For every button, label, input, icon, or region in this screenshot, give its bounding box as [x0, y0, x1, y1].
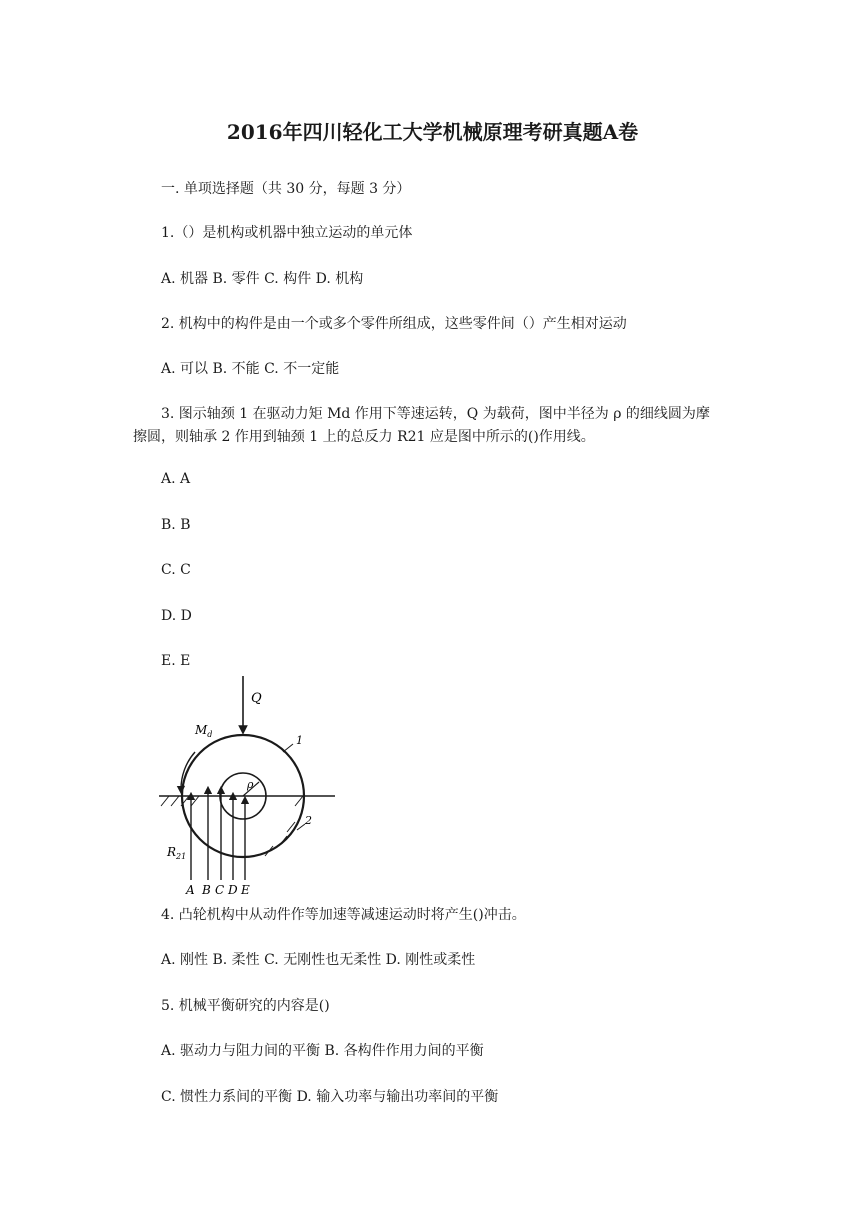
question-3-option-b: B. B: [161, 517, 191, 533]
force-label-b: B: [202, 883, 211, 897]
question-3-option-c: C. C: [161, 562, 191, 578]
reaction-r21-label: $R_{21}$: [167, 845, 187, 861]
force-label-e: E: [241, 883, 250, 897]
question-4-options: A. 刚性 B. 柔性 C. 无刚性也无柔性 D. 刚性或柔性: [161, 952, 476, 968]
moment-md-label: $M_d$: [195, 723, 213, 739]
question-3-stem-line2: 擦圆，则轴承 2 作用到轴颈 1 上的总反力 R21 应是图中所示的()作用线。: [133, 429, 595, 445]
question-1-stem: 1.（）是机构或机器中独立运动的单元体: [161, 225, 413, 241]
page-title: 2016年四川轻化工大学机械原理考研真题A卷: [226, 120, 639, 144]
question-3-option-d: D. D: [161, 608, 192, 624]
question-5-stem: 5. 机械平衡研究的内容是(): [161, 998, 330, 1014]
load-q-label: Q: [251, 691, 262, 706]
force-label-c: C: [215, 883, 225, 897]
question-2-options: A. 可以 B. 不能 C. 不一定能: [161, 361, 340, 377]
rho-label: ρ: [247, 778, 254, 791]
section-heading: 一. 单项选择题（共 30 分，每题 3 分）: [161, 181, 411, 197]
journal-label-1: 1: [296, 734, 303, 747]
question-3-option-e: E. E: [161, 653, 191, 669]
question-1-options: A. 机器 B. 零件 C. 构件 D. 机构: [161, 271, 364, 287]
bearing-hatching: [161, 796, 303, 856]
question-3-stem-line1: 3. 图示轴颈 1 在驱动力矩 Md 作用下等速运转，Q 为载荷，图中半径为 ρ 的细线圆为摩: [161, 406, 710, 422]
question-3-option-a: A. A: [161, 471, 191, 487]
question-5-options-line2: C. 惯性力系间的平衡 D. 输入功率与输出功率间的平衡: [161, 1089, 499, 1105]
force-label-a: A: [186, 883, 195, 897]
question-5-options-line1: A. 驱动力与阻力间的平衡 B. 各构件作用力间的平衡: [161, 1043, 484, 1059]
journal-bearing-figure: [155, 672, 345, 900]
bearing-label-2: 2: [305, 814, 312, 827]
force-label-d: D: [228, 883, 238, 897]
question-2-stem: 2. 机构中的构件是由一个或多个零件所组成，这些零件间（）产生相对运动: [161, 316, 627, 332]
question-4-stem: 4. 凸轮机构中从动件作等加速等减速运动时将产生()冲击。: [161, 907, 526, 923]
